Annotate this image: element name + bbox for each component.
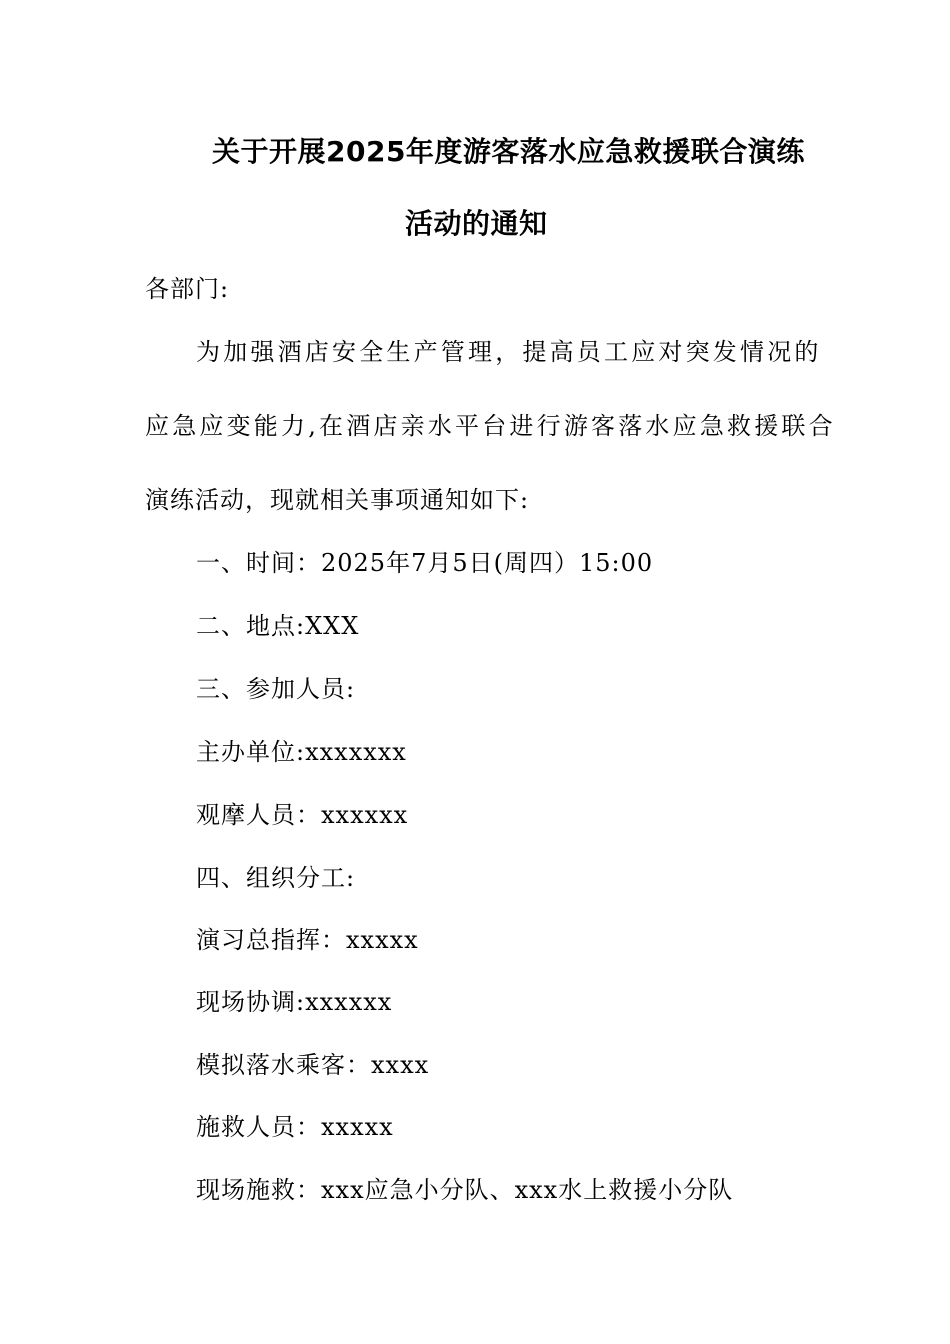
item-place: 二、地点:XXX bbox=[196, 612, 360, 640]
item-commander: 演习总指挥：xxxxx bbox=[196, 926, 419, 954]
notice-title-line-2: 活动的通知 bbox=[405, 207, 548, 240]
item-host: 主办单位:xxxxxxx bbox=[196, 738, 407, 766]
item-participants-heading: 三、参加人员: bbox=[196, 675, 356, 703]
item-observers: 观摩人员：xxxxxx bbox=[196, 801, 409, 829]
item-division-heading: 四、组织分工: bbox=[196, 864, 356, 892]
item-rescuers: 施救人员：xxxxx bbox=[196, 1113, 394, 1141]
intro-line-2: 应急应变能力,在酒店亲水平台进行游客落水应急救援联合 bbox=[145, 412, 836, 440]
item-time: 一、时间：2025年7月5日(周四）15:00 bbox=[196, 549, 654, 577]
intro-line-1: 为加强酒店安全生产管理，提高员工应对突发情况的 bbox=[196, 338, 822, 366]
salutation: 各部门: bbox=[145, 275, 230, 303]
item-onsite-rescue: 现场施救：xxx应急小分队、xxx水上救援小分队 bbox=[196, 1176, 734, 1204]
intro-line-3: 演练活动，现就相关事项通知如下: bbox=[145, 486, 530, 514]
notice-title-line-1: 关于开展2025年度游客落水应急救援联合演练 bbox=[212, 135, 805, 168]
item-simulated-passenger: 模拟落水乘客：xxxx bbox=[196, 1051, 430, 1079]
item-coordination: 现场协调:xxxxxx bbox=[196, 988, 393, 1016]
